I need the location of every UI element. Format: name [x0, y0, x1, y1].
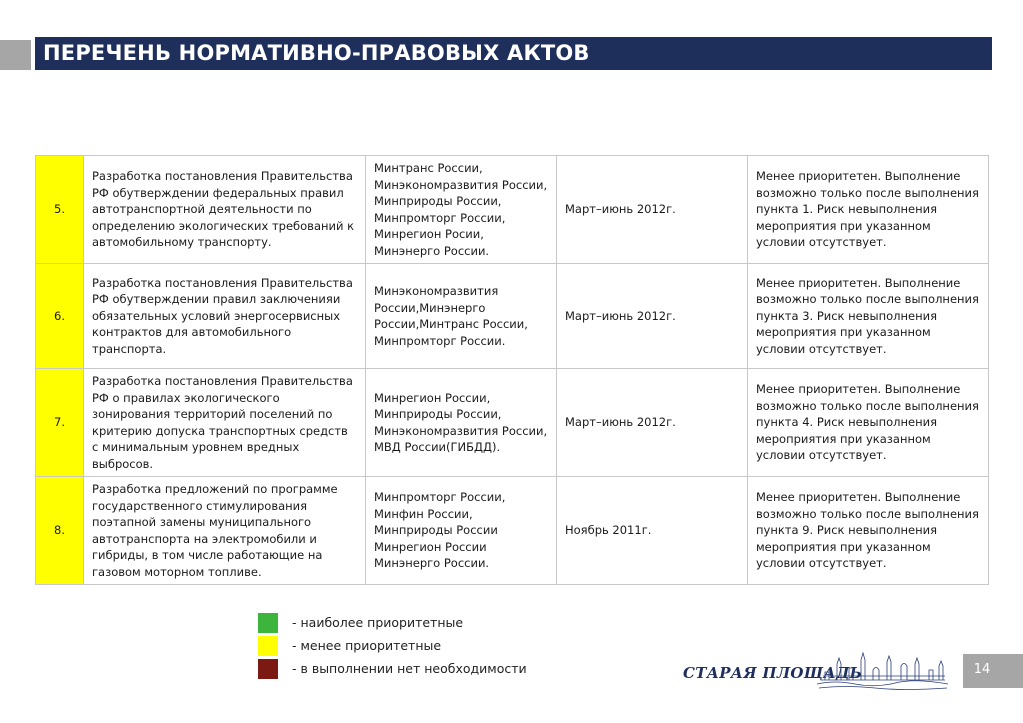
row-number: 7.: [36, 369, 84, 477]
deadline: Ноябрь 2011г.: [557, 477, 748, 585]
row-number: 8.: [36, 477, 84, 585]
legend-label: - менее приоритетные: [292, 638, 442, 653]
priority-note: Менее приоритетен. Выполнение возможно только после выполнения пункта 9. Риск невыполнения мероприятия при указанном условии отсутствует.: [748, 477, 989, 585]
act-description: Разработка постановления Правительства РФ обутверждении правил заключенияи обязательных условий энергосервисных контрактов для автомобильного транспорта.: [84, 264, 366, 369]
responsible-agencies: Минэкономразвития России,Минэнерго России,Минтранс России, Минпромторг России.: [366, 264, 557, 369]
responsible-agencies: Минтранс России, Минэкономразвития России, Минприроды России, Минпромторг России, Минрегион Росии, Минэнерго России.: [366, 156, 557, 264]
priority-note: Менее приоритетен. Выполнение возможно только после выполнения пункта 3. Риск невыполнения мероприятия при указанном условии отсутствует.: [748, 264, 989, 369]
responsible-agencies: Минрегион России, Минприроды России, Минэкономразвития России, МВД России(ГИБДД).: [366, 369, 557, 477]
legend-label: - наиболее приоритетные: [292, 615, 464, 630]
priority-note: Менее приоритетен. Выполнение возможно только после выполнения пункта 1. Риск невыполнения мероприятия при указанном условии отсутствует.: [748, 156, 989, 264]
table-row: [36, 477, 989, 585]
logo-wordmark: СТАРАЯ ПЛОЩАДЬ: [683, 664, 863, 682]
table-row: [36, 369, 989, 477]
legend-swatch-yellow: [258, 636, 278, 656]
act-description: Разработка постановления Правительства РФ о правилах экологического зонирования территорий поселений по критерию допуска транспортных средств с минимальным уровнем вредных выбросов.: [84, 369, 366, 477]
act-description: Разработка постановления Правительства РФ обутверждении федеральных правил автотранспортной деятельности по определению экологических требований к автомобильному транспорту.: [84, 156, 366, 264]
act-description: Разработка предложений по программе государственного стимулирования поэтапной замены муниципального автотранспорта на электромобили и гибриды, в том числе работающие на газовом моторном топливе.: [84, 477, 366, 585]
page-number: 14: [973, 662, 991, 677]
side-accent-block: [0, 40, 31, 70]
table-row: [36, 156, 989, 264]
table-row: [36, 264, 989, 369]
page-title: ПЕРЕЧЕНЬ НОРМАТИВНО-ПРАВОВЫХ АКТОВ: [43, 41, 590, 65]
legend-label: - в выполнении нет необходимости: [292, 661, 527, 676]
legend-swatch-green: [258, 613, 278, 633]
title-bar: [35, 37, 992, 70]
priority-note: Менее приоритетен. Выполнение возможно только после выполнения пункта 4. Риск невыполнения мероприятия при указанном условии отсутствует.: [748, 369, 989, 477]
deadline: Март–июнь 2012г.: [557, 156, 748, 264]
acts-table: [35, 155, 989, 585]
page-number-box: [963, 654, 1023, 688]
responsible-agencies: Минпромторг России, Минфин России, Минприроды России Минрегион России Минэнерго России.: [366, 477, 557, 585]
row-number: 6.: [36, 264, 84, 369]
kremlin-skyline-icon: [815, 650, 950, 692]
deadline: Март–июнь 2012г.: [557, 264, 748, 369]
row-number: 5.: [36, 156, 84, 264]
legend-swatch-brown: [258, 659, 278, 679]
deadline: Март–июнь 2012г.: [557, 369, 748, 477]
